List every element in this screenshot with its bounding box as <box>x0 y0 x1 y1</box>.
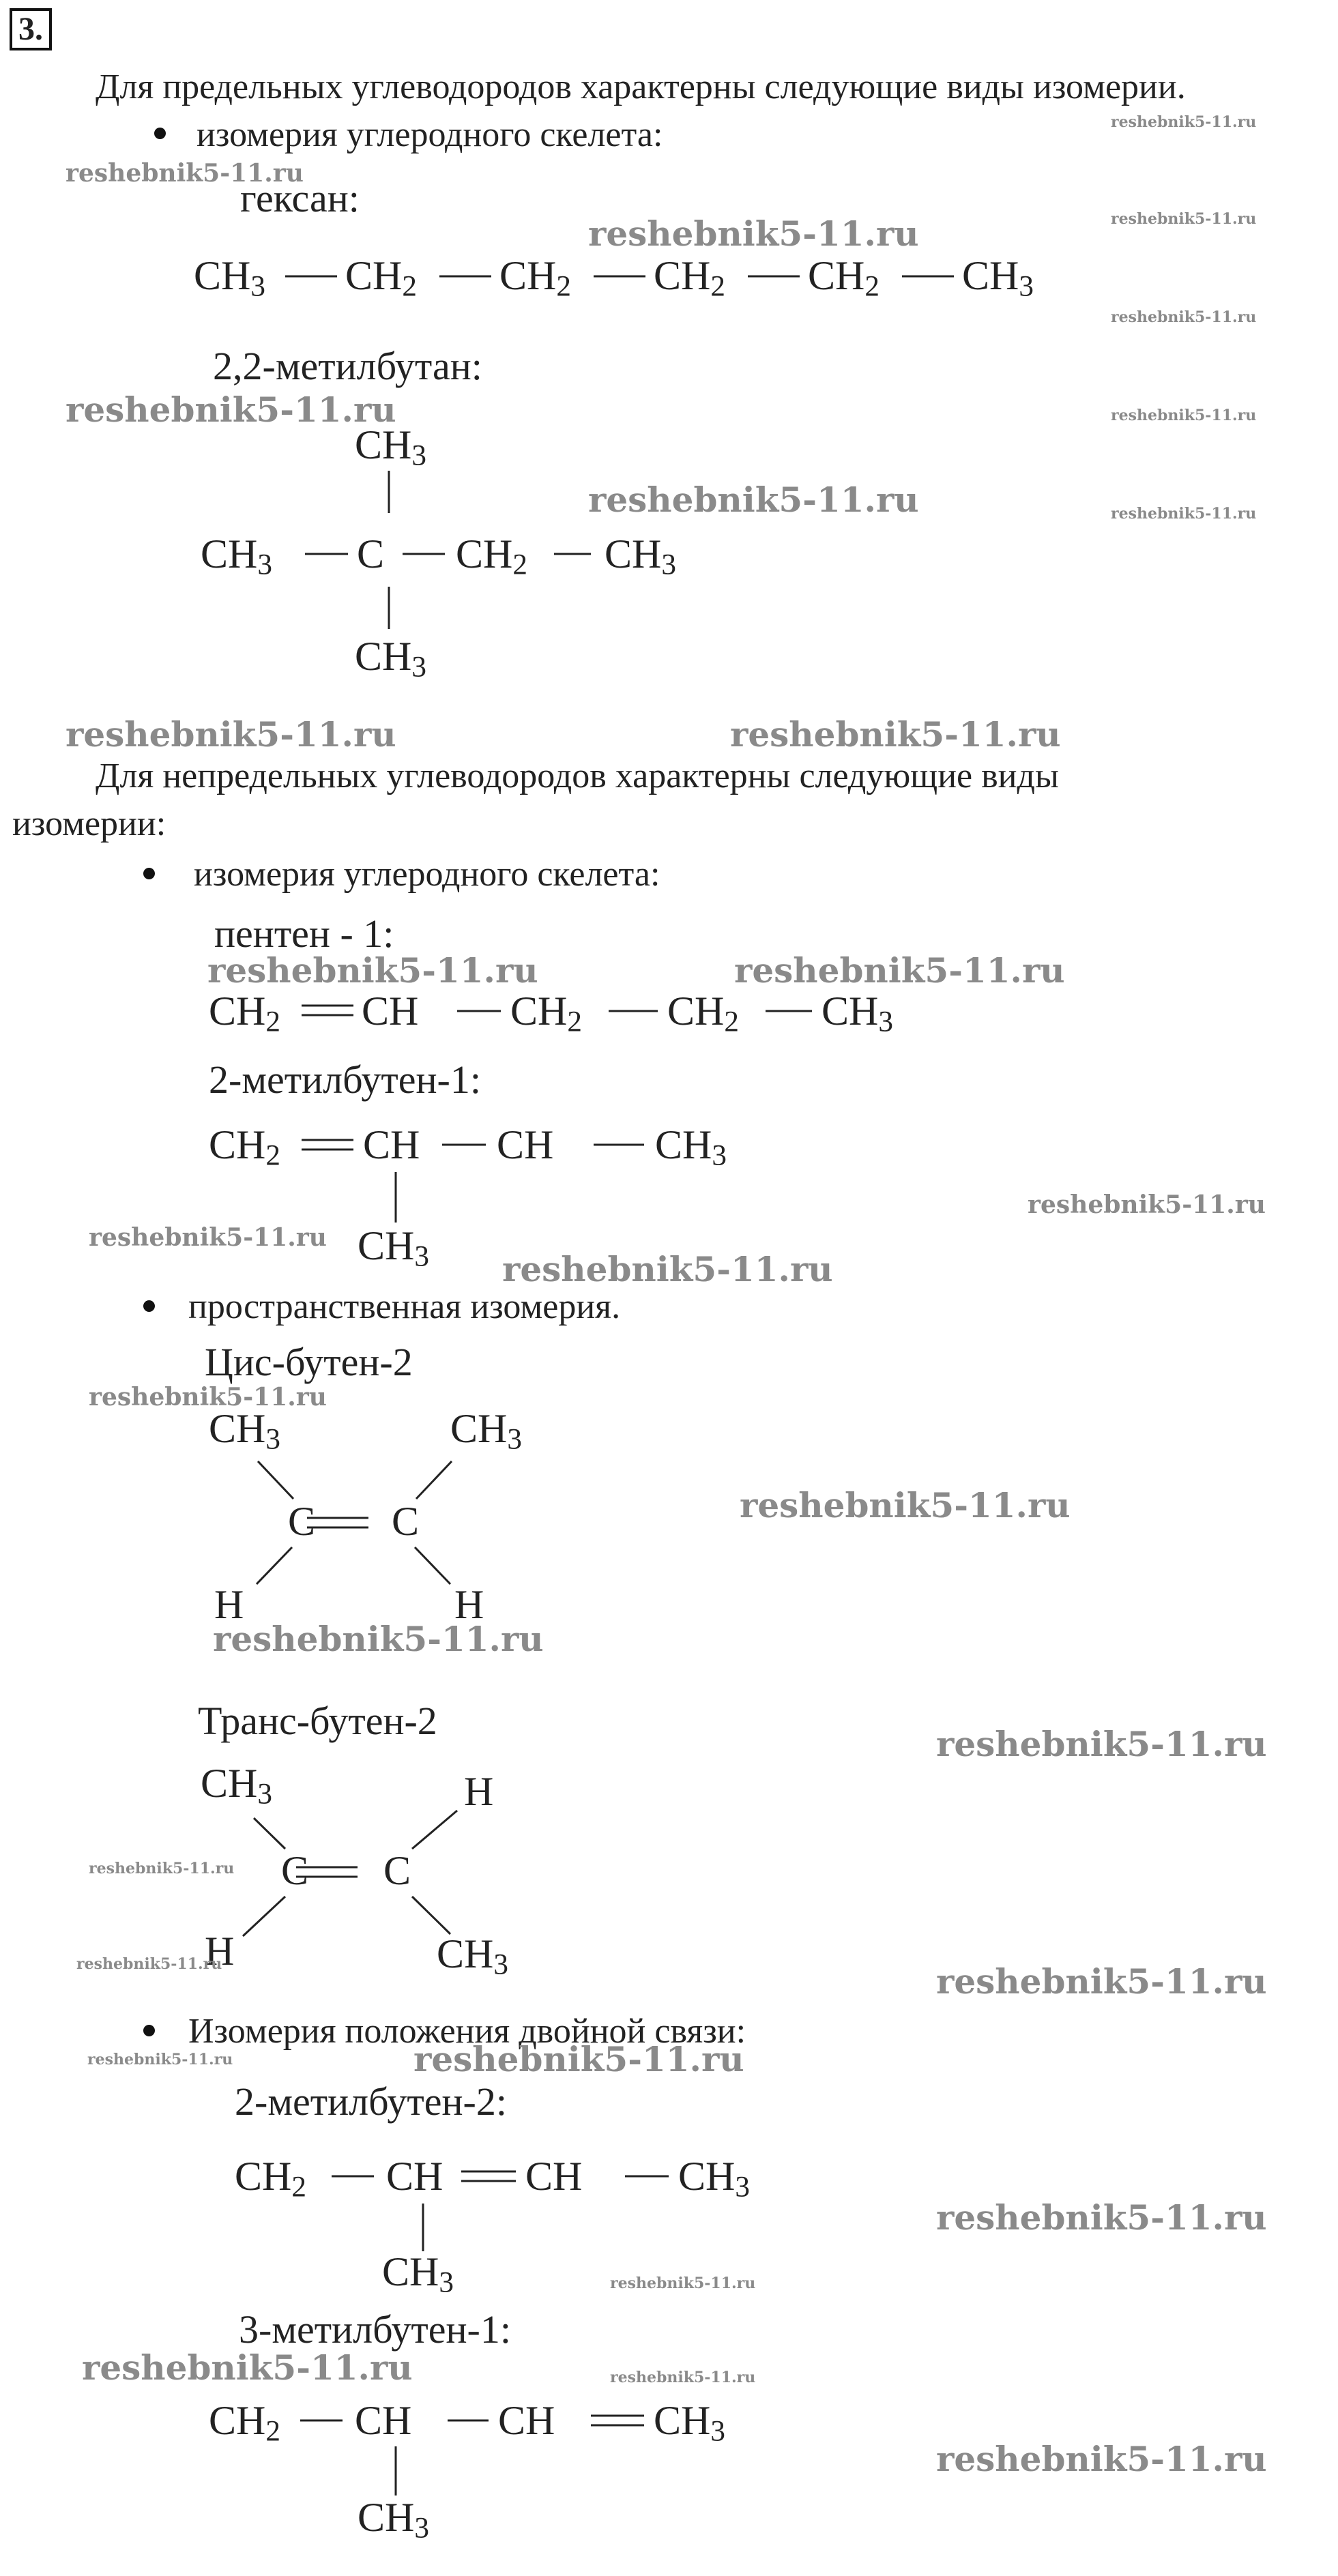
methylbutane-top: $CH_3$ <box>355 422 426 472</box>
saturated-intro: Для предельных углеводородов характерны следующие виды изомерии. <box>96 68 1186 106</box>
methylbutene1b-group: CH <box>498 2398 555 2443</box>
watermark: reshebnik5-11.ru <box>89 1860 235 1877</box>
methylbutene1-bottom: $CH_3$ <box>358 1223 429 1273</box>
cis-top-left: $CH_3$ <box>209 1406 280 1456</box>
watermark: reshebnik5-11.ru <box>1111 407 1257 424</box>
trans-bottom-left: H <box>205 1929 235 1974</box>
methylbutene2-group: $CH_2$ <box>235 2154 306 2204</box>
methylbutane-group: $CH_3$ <box>605 531 676 581</box>
pentene1-group: $CH_2$ <box>667 989 739 1038</box>
methylbutene2-bottom: $CH_3$ <box>382 2249 454 2299</box>
watermark: reshebnik5-11.ru <box>936 2439 1267 2479</box>
watermark: reshebnik5-11.ru <box>936 1961 1267 2002</box>
unsaturated-bullet-double-bond: Изомерия положения двойной связи: <box>188 2012 746 2051</box>
watermark: reshebnik5-11.ru <box>740 1485 1071 1525</box>
pentene1-group: $CH_2$ <box>510 989 582 1038</box>
methylbutene1b-name: 3-метилбутен-1: <box>239 2307 511 2352</box>
pentene1-group: $CH_2$ <box>209 989 280 1038</box>
watermark: reshebnik5-11.ru <box>76 1955 222 1973</box>
trans-bottom-right: $CH_3$ <box>437 1931 508 1981</box>
saturated-bullet-skeleton: изомерия углеродного скелета: <box>197 115 663 154</box>
trans-name: Транс-бутен-2 <box>198 1699 437 1743</box>
cis-name: Цис-бутен-2 <box>205 1340 413 1384</box>
watermark: reshebnik5-11.ru <box>734 950 1065 991</box>
pentene1-name: пентен - 1: <box>214 911 394 956</box>
trans-top-right: H <box>464 1769 494 1814</box>
methylbutane-bottom: $CH_3$ <box>355 634 426 684</box>
cis-bottom-right: H <box>454 1582 484 1627</box>
watermark: reshebnik5-11.ru <box>66 390 396 430</box>
methylbutene1b-group: CH <box>355 2398 412 2443</box>
methylbutene1-group: $CH_3$ <box>655 1122 727 1172</box>
unsaturated-intro-line2: изомерии: <box>12 804 166 843</box>
unsaturated-intro-line1: Для непредельных углеводородов характерны следующие виды <box>96 757 1059 795</box>
methylbutene2-group: $CH_3$ <box>678 2154 750 2204</box>
methylbutene2-group: CH <box>525 2154 583 2199</box>
watermark: reshebnik5-11.ru <box>502 1249 833 1289</box>
unsaturated-bullet-skeleton: изомерия углеродного скелета: <box>194 855 660 894</box>
watermark: reshebnik5-11.ru <box>610 2369 756 2386</box>
cis-carbon: C <box>288 1499 316 1544</box>
watermark: reshebnik5-11.ru <box>588 214 919 254</box>
hexane-group: $CH_2$ <box>345 253 417 303</box>
methylbutene1b-bottom: $CH_3$ <box>358 2495 429 2545</box>
watermark: reshebnik5-11.ru <box>1111 308 1257 326</box>
watermark: reshebnik5-11.ru <box>413 2039 744 2079</box>
watermark: reshebnik5-11.ru <box>89 1383 327 1411</box>
methylbutane-carbon: C <box>357 531 385 576</box>
methylbutene2-name: 2-метилбутен-2: <box>235 2079 507 2124</box>
hexane-group: $CH_3$ <box>962 253 1034 303</box>
watermark: reshebnik5-11.ru <box>936 1724 1267 1764</box>
methylbutene1b-group: $CH_2$ <box>209 2398 280 2448</box>
watermark: reshebnik5-11.ru <box>610 2274 756 2292</box>
watermark: reshebnik5-11.ru <box>66 159 304 188</box>
cis-carbon: C <box>392 1499 420 1544</box>
methylbutene1-group: CH <box>497 1122 554 1167</box>
watermark: reshebnik5-11.ru <box>89 1223 327 1252</box>
methylbutane-name: 2,2-метилбутан: <box>213 344 482 388</box>
methylbutene1-group: $CH_2$ <box>209 1122 280 1172</box>
methylbutene1b-group: $CH_3$ <box>654 2398 725 2448</box>
watermark: reshebnik5-11.ru <box>87 2051 233 2068</box>
hexane-group: $CH_2$ <box>808 253 879 303</box>
watermark: reshebnik5-11.ru <box>936 2197 1267 2238</box>
hexane-group: $CH_2$ <box>654 253 725 303</box>
methylbutane-group: $CH_3$ <box>201 531 272 581</box>
watermark: reshebnik5-11.ru <box>588 480 919 520</box>
pentene1-group: $CH_3$ <box>821 989 893 1038</box>
trans-carbon: C <box>281 1848 309 1893</box>
bullet-dot <box>143 1300 155 1312</box>
bullet-dot <box>143 868 155 879</box>
methylbutane-group: $CH_2$ <box>456 531 527 581</box>
trans-carbon: C <box>383 1848 411 1893</box>
watermark: reshebnik5-11.ru <box>1111 113 1257 131</box>
bullet-dot <box>143 2025 155 2036</box>
watermark: reshebnik5-11.ru <box>82 2347 413 2388</box>
watermark: reshebnik5-11.ru <box>66 714 396 755</box>
methylbutene1-name: 2-метилбутен-1: <box>209 1057 481 1102</box>
watermark: reshebnik5-11.ru <box>1028 1190 1266 1219</box>
methylbutene2-group: CH <box>386 2154 443 2199</box>
watermark: reshebnik5-11.ru <box>730 714 1061 755</box>
watermark: reshebnik5-11.ru <box>207 950 538 991</box>
task-number: 3. <box>10 8 52 50</box>
hexane-group: $CH_2$ <box>499 253 571 303</box>
unsaturated-bullet-spatial: пространственная изомерия. <box>188 1287 621 1326</box>
watermark: reshebnik5-11.ru <box>1111 210 1257 228</box>
watermark: reshebnik5-11.ru <box>213 1619 544 1659</box>
methylbutene1-group: CH <box>363 1122 420 1167</box>
pentene1-group: CH <box>362 989 419 1034</box>
cis-top-right: $CH_3$ <box>450 1406 522 1456</box>
watermark: reshebnik5-11.ru <box>1111 505 1257 523</box>
hexane-name: гексан: <box>240 176 360 220</box>
trans-top-left: $CH_3$ <box>201 1761 272 1811</box>
cis-bottom-left: H <box>214 1582 244 1627</box>
hexane-group: $CH_3$ <box>194 253 265 303</box>
bullet-dot <box>154 128 166 139</box>
